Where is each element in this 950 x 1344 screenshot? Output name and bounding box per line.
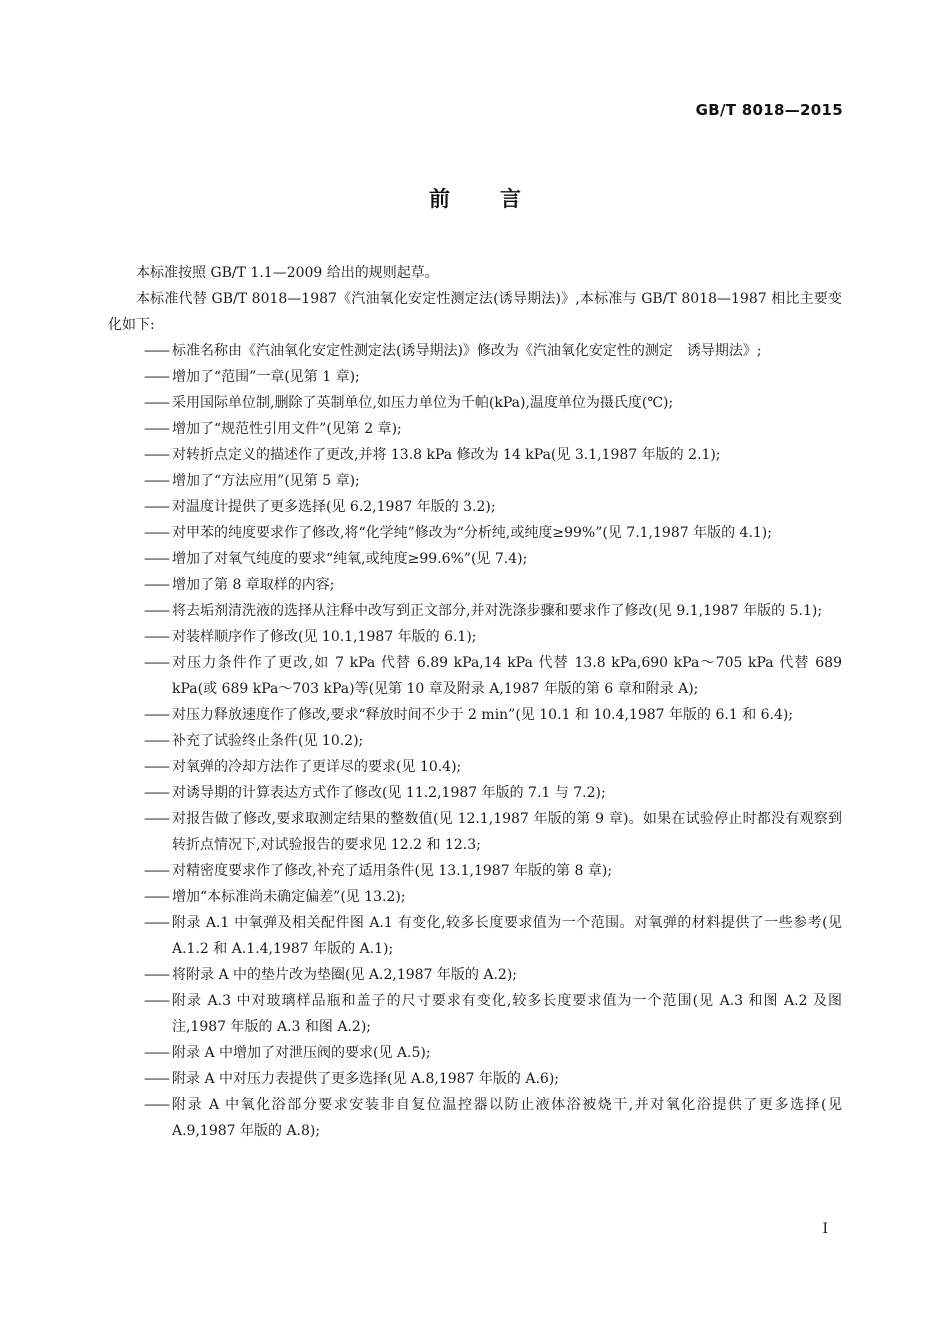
list-item [108,520,842,546]
list-item [108,338,842,364]
list-item-text: 增加了“方法应用”(见第 5 章); [172,473,360,489]
list-dash: —— [144,967,168,983]
list-item-text: 增加“本标准尚未确定偏差”(见 13.2); [172,889,406,905]
list-dash: —— [144,811,168,827]
list-item-text: 补充了试验终止条件(见 10.2); [172,733,364,749]
list-item-text: 增加了第 8 章取样的内容; [172,577,335,593]
list-dash: —— [144,525,168,541]
list-item [108,1066,842,1092]
list-item [108,702,842,728]
list-item [108,546,842,572]
list-dash: —— [144,395,168,411]
list-dash: —— [144,759,168,775]
list-dash: —— [144,915,168,931]
list-item [108,754,842,780]
list-dash: —— [144,993,168,1009]
list-dash: —— [144,1045,168,1061]
list-item-text: 附录 A 中对压力表提供了更多选择(见 A.8,1987 年版的 A.6); [172,1071,560,1087]
list-item [108,598,842,624]
list-dash: —— [144,889,168,905]
list-item-text: 附录 A.3 中对玻璃样品瓶和盖子的尺寸要求有变化,较多长度要求值为一个范围(见 A.3 和图 A.2 及图注,1987 年版的 A.3 和图 A.2); [172,993,842,1035]
list-dash: —— [144,785,168,801]
list-dash: —— [144,603,168,619]
list-item-text: 附录 A 中氧化浴部分要求安装非自复位温控器以防止液体浴被烧干,并对氧化浴提供了更多选择(见 A.9,1987 年版的 A.8); [172,1097,842,1139]
list-item [108,390,842,416]
list-item-text: 将附录 A 中的垫片改为垫圈(见 A.2,1987 年版的 A.2); [172,967,518,983]
list-item [108,572,842,598]
list-item [108,442,842,468]
list-item-text: 对温度计提供了更多选择(见 6.2,1987 年版的 3.2); [172,499,496,515]
list-dash: —— [144,655,168,671]
list-item-text: 对诱导期的计算表达方式作了修改(见 11.2,1987 年版的 7.1 与 7.2); [172,785,606,801]
list-item [108,1040,842,1066]
list-item-text: 对装样顺序作了修改(见 10.1,1987 年版的 6.1); [172,629,477,645]
paragraph-drafting-rules: 本标准按照 GB/T 1.1—2009 给出的规则起草。 [136,265,439,281]
list-item [108,780,842,806]
title-part-2: 言 [500,187,521,211]
title-part-1: 前 [429,187,450,211]
list-dash: —— [144,499,168,515]
list-item-text: 对转折点定义的描述作了更改,并将 13.8 kPa 修改为 14 kPa(见 3.1,1987 年版的 2.1); [172,447,721,463]
list-item [108,910,842,962]
standard-code: GB/T 8018—2015 [695,101,843,119]
list-dash: —— [144,369,168,385]
list-dash: —— [144,343,168,359]
list-item [108,884,842,910]
list-dash: —— [144,1071,168,1087]
list-item [108,416,842,442]
page-number: I [822,1221,828,1237]
list-dash: —— [144,447,168,463]
list-item-text: 附录 A.1 中氧弹及相关配件图 A.1 有变化,较多长度要求值为一个范围。对氧弹的材料提供了一些参考(见 A.1.2 和 A.1.4,1987 年版的 A.1); [172,915,842,957]
foreword-body [108,260,842,1144]
list-item [108,858,842,884]
list-item-text: 增加了对氧气纯度的要求“纯氧,或纯度≥99.6%”(见 7.4); [172,551,528,567]
list-item [108,650,842,702]
list-dash: —— [144,421,168,437]
list-item-text: 对压力释放速度作了修改,要求“释放时间不少于 2 min”(见 10.1 和 10.4,1987 年版的 6.1 和 6.4); [172,707,794,723]
list-item-text: 增加了“规范性引用文件”(见第 2 章); [172,421,402,437]
list-item [108,364,842,390]
list-item-text: 对报告做了修改,要求取测定结果的整数值(见 12.1,1987 年版的第 9 章)。如果在试验停止时都没有观察到转折点情况下,对试验报告的要求见 12.2 和 12.3; [172,811,842,853]
list-item-text: 将去垢剂清洗液的选择从注释中改写到正文部分,并对洗涤步骤和要求作了修改(见 9.1,1987 年版的 5.1); [172,603,823,619]
page-title [0,183,950,213]
list-item-text: 对甲苯的纯度要求作了修改,将“化学纯”修改为“分析纯,或纯度≥99%”(见 7.1,1987 年版的 4.1); [172,525,772,541]
list-dash: —— [144,707,168,723]
list-dash: —— [144,551,168,567]
list-item [108,962,842,988]
list-item-text: 对压力条件作了更改,如 7 kPa 代替 6.89 kPa,14 kPa 代替 13.8 kPa,690 kPa～705 kPa 代替 689 kPa(或 689 kPa～703 kPa)等(见第 10 章及附录 A,1987 年版的第 6 章和附录 A); [172,655,842,697]
list-dash: —— [144,863,168,879]
changes-list [108,338,842,1144]
list-item [108,468,842,494]
list-item-text: 采用国际单位制,删除了英制单位,如压力单位为千帕(kPa),温度单位为摄氏度(℃); [172,395,674,411]
list-item-text: 对精密度要求作了修改,补充了适用条件(见 13.1,1987 年版的第 8 章); [172,863,613,879]
list-dash: —— [144,733,168,749]
list-item [108,806,842,858]
list-item [108,1092,842,1144]
list-dash: —— [144,473,168,489]
list-dash: —— [144,1097,168,1113]
list-item [108,988,842,1040]
list-item [108,624,842,650]
list-dash: —— [144,577,168,593]
list-item-text: 增加了“范围”一章(见第 1 章); [172,369,360,385]
list-item-text: 附录 A 中增加了对泄压阀的要求(见 A.5); [172,1045,431,1061]
paragraph-replacement: 本标准代替 GB/T 8018—1987《汽油氧化安定性测定法(诱导期法)》,本标准与 GB/T 8018—1987 相比主要变化如下: [108,291,842,333]
list-item-text: 对氧弹的冷却方法作了更详尽的要求(见 10.4); [172,759,462,775]
list-item [108,494,842,520]
list-item [108,728,842,754]
list-dash: —— [144,629,168,645]
list-item-text: 标准名称由《汽油氧化安定性测定法(诱导期法)》修改为《汽油氧化安定性的测定 诱导期法》; [172,343,762,359]
